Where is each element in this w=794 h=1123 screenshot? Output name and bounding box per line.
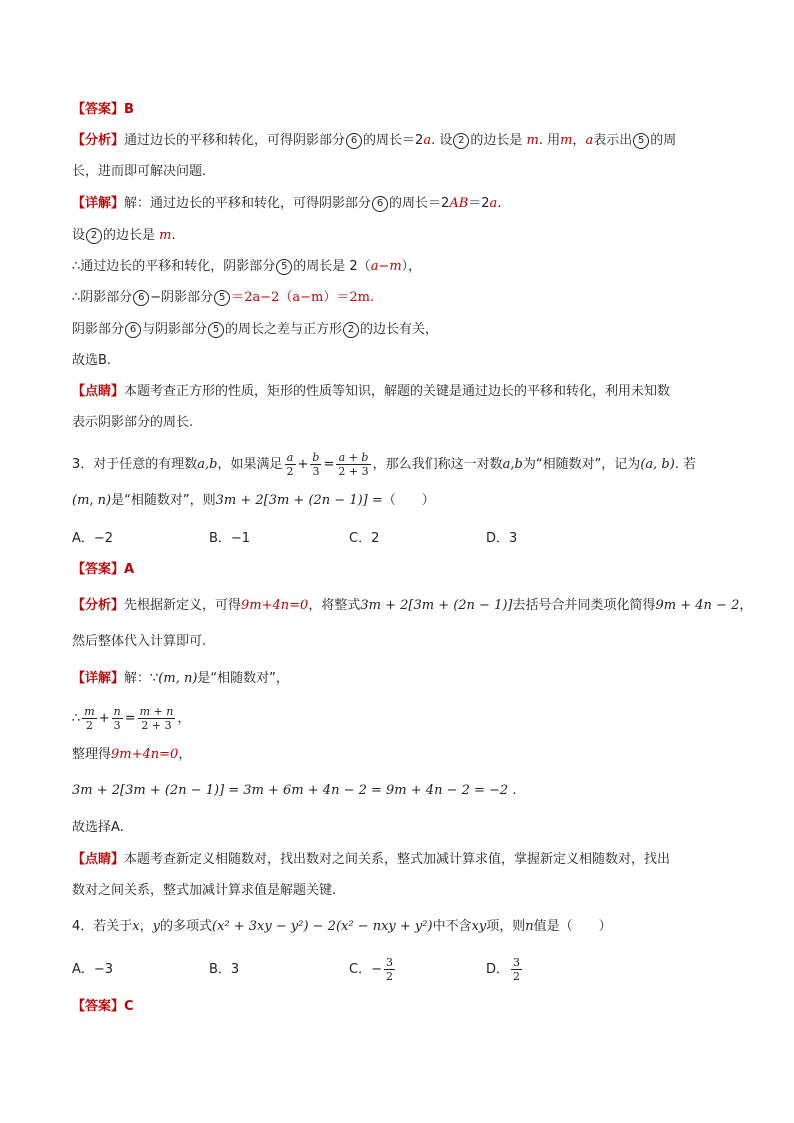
circled-number: 5 (633, 133, 649, 149)
fraction-denominator: 2 + 3 (141, 719, 172, 732)
fraction-numerator: a (285, 451, 296, 465)
q3-stem-line-1: 3．对于任意的有理数a,b，如果满足 $\frac{a}{2}$ + $\frac{b}{3}$ = $\frac{a + b}{2 + 3}$ ，那么我们称这一对数a,b为“相随数对”，记为(a, b). 若 (72, 451, 697, 478)
math-expr: (a, b) (640, 457, 675, 472)
fraction-numerator: n (113, 705, 121, 718)
answer-value: A (124, 562, 135, 577)
math-expr: (m, n) (158, 671, 198, 686)
detail-text: 阴影部分 (72, 322, 125, 337)
analysis-text: 去括号合并同类项化简得 (512, 598, 656, 613)
math-var: x (132, 919, 140, 934)
comment-text: 表示阴影部分的周长. (72, 415, 194, 430)
fraction (310, 451, 321, 478)
q3-stem-line-2 (72, 491, 734, 511)
q3-analysis-line-1 (72, 596, 753, 616)
analysis-text: 长，进而即可解决问题. (72, 164, 207, 179)
question-text: 是“相随数对”，则 (111, 493, 216, 508)
math-expr: 9m+4n=0 (241, 598, 309, 613)
question-text: 项，则 (486, 919, 526, 934)
fraction (82, 705, 96, 732)
q3-comment-line-1 (72, 850, 734, 870)
detail-text: ， (178, 747, 192, 762)
detail-text: ∴ (72, 711, 81, 726)
math-var: a,b (502, 457, 523, 472)
fraction-numerator: m (84, 705, 95, 718)
math-expr: 3m + 2[3m + (2n − 1)] (360, 598, 513, 613)
analysis-text: 的周长＝2 (363, 133, 424, 148)
fraction-numerator: m + n (139, 705, 174, 718)
q4-answer-line (72, 997, 734, 1017)
math-expr: 3m + 2[3m + (2n − 1)] = 3m + 6m + 4n − 2 = 9m + 4n − 2 = −2 . (72, 783, 517, 798)
detail-text: 故选B. (72, 353, 112, 368)
q3-comment-line-2 (72, 881, 734, 901)
q2-detail-line-6 (72, 351, 734, 371)
q2-analysis-line-2 (72, 162, 734, 182)
detail-text: −阴影部分 (150, 290, 214, 305)
q2-comment-line-1 (72, 382, 734, 402)
analysis-text: 的边长是 (470, 133, 523, 148)
fraction (285, 451, 296, 478)
question-text: 4．若关于 (72, 919, 133, 934)
q2-analysis-line-1 (72, 131, 734, 151)
q2-detail-line-3 (72, 257, 734, 277)
fraction (384, 956, 395, 983)
math-expr: 3m + 2[3m + (2n − 1)] = (215, 493, 383, 508)
option-d: D．3 (486, 531, 518, 546)
fraction (336, 451, 370, 478)
q2-answer-line (72, 100, 734, 120)
detail-text: ∴阴影部分 (72, 290, 133, 305)
math-expr: (m, n) (72, 493, 112, 508)
circled-number: 5 (214, 290, 230, 306)
analysis-text: ， (739, 598, 753, 613)
math-var: AB (449, 196, 469, 211)
detail-tag: 【详解】 (72, 196, 125, 211)
q3-answer-line (72, 560, 734, 580)
comment-text: 数对之间关系，整式加减计算求值是解题关键. (72, 883, 337, 898)
detail-text: 与阴影部分 (142, 322, 208, 337)
detail-text: 解：∵ (124, 671, 159, 686)
math-expr: (x² + 3xy − y²) − 2(x² − nxy + y²) (212, 919, 433, 934)
fraction-denominator: 2 (286, 465, 294, 478)
fraction-denominator: 3 (113, 719, 121, 732)
q2-detail-line-4 (72, 288, 734, 308)
q2-detail-line-1: 【详解】解：通过边长的平移和转化，可得阴影部分 6 的周长＝2AB＝2a. (72, 196, 502, 211)
fraction-numerator: 3 (513, 956, 521, 969)
q2-detail-line-5 (72, 320, 734, 340)
q3-analysis-line-2 (72, 632, 734, 652)
fraction-numerator: 3 (385, 956, 393, 969)
q3-detail-line-4 (72, 781, 734, 801)
answer-tag: 【答案】 (72, 102, 125, 117)
math-var: a (585, 133, 594, 148)
circled-number: 6 (372, 196, 388, 212)
circled-number: 2 (453, 133, 469, 149)
circled-number: 6 (125, 322, 141, 338)
fraction-denominator: 2 (86, 719, 93, 732)
analysis-text: 表示出 (593, 133, 633, 148)
math-var: m (526, 133, 539, 148)
q3-detail-line-3 (72, 745, 734, 765)
math-var: a (489, 196, 498, 211)
analysis-tag: 【分析】 (72, 133, 125, 148)
comment-tag: 【点睛】 (72, 852, 125, 867)
question-text: ， (139, 919, 153, 934)
comment-text: 本题考查新定义相随数对，找出数对之间关系，整式加减计算求值，掌握新定义相随数对，找出 (124, 852, 671, 867)
answer-value: B (124, 102, 134, 117)
question-text: 的多项式 (160, 919, 213, 934)
math-expr: 9m + 4n − 2 (655, 598, 740, 613)
detail-text: 的周长是 2（ (293, 259, 371, 274)
detail-text: 的周长＝2 (389, 196, 450, 211)
detail-text: 的边长有关， (360, 322, 439, 337)
detail-text: 是“相随数对”， (197, 671, 289, 686)
analysis-text: 然后整体代入计算即可. (72, 634, 207, 649)
detail-text: ， (177, 711, 191, 726)
circled-number: 6 (133, 290, 149, 306)
answer-tag: 【答案】 (72, 562, 125, 577)
analysis-text: 先根据新定义，可得 (124, 598, 242, 613)
q4-stem (72, 917, 734, 937)
circled-number: 5 (208, 322, 224, 338)
analysis-text: . 用 (538, 133, 561, 148)
math-var: a,b (197, 457, 218, 472)
option-b: B．3 (209, 962, 240, 977)
question-text: 值是（ ） (533, 919, 612, 934)
q2-detail-line-2: 设 2 的边长是 m. (72, 228, 176, 243)
detail-text: 设 (72, 228, 86, 243)
fraction-denominator: 2 (385, 970, 393, 983)
analysis-text: 的周 (650, 133, 677, 148)
analysis-tag: 【分析】 (72, 598, 125, 613)
q3-detail-line-1 (72, 669, 734, 689)
fraction (112, 705, 123, 732)
analysis-text: ，将整式 (308, 598, 361, 613)
option-d (486, 953, 524, 987)
fraction (511, 956, 522, 983)
option-a: A．−3 (72, 962, 114, 977)
answer-tag: 【答案】 (72, 999, 125, 1014)
question-text: ，那么我们称这一对数 (372, 457, 503, 472)
option-d-prefix: D． (486, 962, 510, 977)
fraction-numerator: b (312, 451, 320, 464)
math-var: xy (471, 919, 487, 934)
detail-text: 整理得 (72, 747, 112, 762)
math-var: m (159, 228, 172, 243)
math-expr: ＝2a−2（a−m）＝2m. (231, 290, 375, 305)
answer-value: C (124, 999, 134, 1014)
fraction (138, 705, 176, 732)
fraction-denominator: 2 + 3 (338, 465, 369, 478)
math-expr: 9m+4n=0 (111, 747, 179, 762)
detail-text: ）， (401, 259, 422, 274)
fraction-numerator: a + b (336, 451, 370, 465)
detail-text: 的边长是 (103, 228, 156, 243)
q2-comment-line-2 (72, 413, 734, 433)
detail-text: 故选择A. (72, 820, 124, 835)
detail-text: 的周长之差与正方形 (225, 322, 343, 337)
option-c (349, 953, 397, 987)
question-text: 为“相随数对”，记为 (522, 457, 641, 472)
analysis-text: . 设 (431, 133, 453, 148)
q3-detail-line-5 (72, 818, 734, 838)
fraction-denominator: 2 (513, 970, 521, 983)
fraction-denominator: 3 (312, 465, 320, 478)
comment-tag: 【点睛】 (72, 384, 125, 399)
math-expr: a−m (370, 259, 402, 274)
circled-number: 5 (276, 259, 292, 275)
detail-text: ＝2 (468, 196, 490, 211)
question-text: 中不含 (432, 919, 472, 934)
circled-number: 6 (346, 133, 362, 149)
circled-number: 2 (343, 322, 359, 338)
analysis-text: ， (572, 133, 586, 148)
option-c: C．2 (349, 531, 380, 546)
option-a: A．−2 (72, 531, 114, 546)
question-text: （ ） (382, 493, 435, 508)
question-text: ，如果满足 (217, 457, 283, 472)
option-c-prefix: C．− (349, 962, 382, 977)
math-var: y (152, 919, 160, 934)
math-var: m (560, 133, 573, 148)
comment-text: 本题考查正方形的性质，矩形的性质等知识，解题的关键是通过边长的平移和转化，利用未知数 (124, 384, 671, 399)
circled-number: 2 (86, 228, 102, 244)
analysis-text: 通过边长的平移和转化，可得阴影部分 (124, 133, 346, 148)
option-b: B．−1 (209, 531, 251, 546)
math-var: a (423, 133, 432, 148)
detail-text: ∴通过边长的平移和转化，阴影部分 (72, 259, 276, 274)
math-var: n (525, 919, 534, 934)
question-text: 3．对于任意的有理数 (72, 457, 198, 472)
q3-detail-line-2: ∴ $\frac{m}{2}$ + $\frac{n}{3}$ = $\frac{m + n}{2 + 3}$ ， (72, 705, 191, 732)
detail-text: 解：通过边长的平移和转化，可得阴影部分 (124, 196, 372, 211)
question-text: . 若 (674, 457, 697, 472)
detail-tag: 【详解】 (72, 671, 125, 686)
